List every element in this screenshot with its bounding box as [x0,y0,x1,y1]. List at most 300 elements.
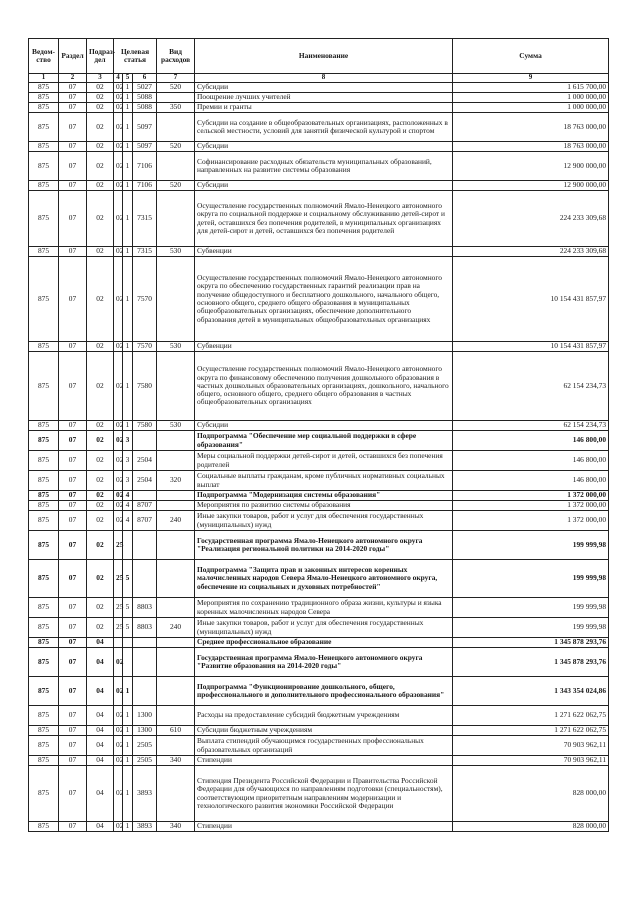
amount-cell: 12 900 000,00 [453,181,609,191]
expense-type-cell: 610 [157,726,195,736]
subsection-cell: 04 [87,706,114,726]
program-cell: 02 [114,431,123,451]
table-row [29,103,609,113]
expense-type-cell: 340 [157,756,195,766]
dept-cell: 875 [29,257,59,342]
subprogram-cell: 1 [123,756,133,766]
name-cell: Субсидии [195,181,453,191]
section-cell: 07 [59,93,87,103]
table-row [29,83,609,93]
subsection-cell: 02 [87,511,114,531]
dept-cell: 875 [29,113,59,142]
program-cell: 02 [114,501,123,511]
name-cell: Подпрограмма "Функционирование дошкольного, общего, профессионального и дополнительного профессионального образования" [195,677,453,706]
program-cell: 02 [114,191,123,247]
header-department: Ведом-ство [29,39,59,74]
dept-cell: 875 [29,103,59,113]
section-cell: 07 [59,113,87,142]
subsection-cell: 02 [87,257,114,342]
table-row [29,191,609,247]
dept-cell: 875 [29,451,59,471]
program-cell: 02 [114,471,123,491]
table-row [29,560,609,598]
dept-cell: 875 [29,736,59,756]
subprogram-cell: 1 [123,103,133,113]
subsection-cell: 02 [87,152,114,181]
amount-cell: 199 999,98 [453,598,609,618]
table-row [29,342,609,352]
name-cell: Субвенции [195,342,453,352]
article-cell [133,638,157,648]
name-cell: Среднее профессиональное образование [195,638,453,648]
expense-type-cell: 530 [157,421,195,431]
program-cell: 02 [114,451,123,471]
amount-cell: 146 800,00 [453,471,609,491]
expense-type-cell [157,451,195,471]
dept-cell: 875 [29,181,59,191]
article-cell: 5027 [133,83,157,93]
subprogram-cell: 3 [123,451,133,471]
header-subsection: Подраз-дел [87,39,114,74]
header-target-article: Целевая статья [114,39,157,74]
table-row [29,648,609,677]
name-cell: Субсидии [195,142,453,152]
section-cell: 07 [59,726,87,736]
program-cell: 02 [114,736,123,756]
amount-cell: 146 800,00 [453,431,609,451]
dept-cell: 875 [29,491,59,501]
section-cell: 07 [59,677,87,706]
expense-type-cell [157,491,195,501]
dept-cell: 875 [29,152,59,181]
expense-type-cell [157,560,195,598]
amount-cell: 1 345 878 293,76 [453,638,609,648]
subprogram-cell [123,648,133,677]
subsection-cell: 02 [87,352,114,421]
dept-cell: 875 [29,501,59,511]
amount-cell: 62 154 234,73 [453,421,609,431]
section-cell: 07 [59,83,87,93]
expense-type-cell [157,191,195,247]
amount-cell: 146 800,00 [453,451,609,471]
section-cell: 07 [59,598,87,618]
article-cell [133,560,157,598]
subsection-cell: 02 [87,598,114,618]
col-number: 3 [87,74,114,83]
program-cell: 02 [114,352,123,421]
amount-cell: 1 271 622 062,75 [453,726,609,736]
article-cell: 1300 [133,726,157,736]
subsection-cell: 02 [87,181,114,191]
name-cell: Подпрограмма "Модернизация системы образования" [195,491,453,501]
subprogram-cell [123,638,133,648]
article-cell: 7106 [133,181,157,191]
col-number: 9 [453,74,609,83]
article-cell: 2504 [133,451,157,471]
subsection-cell: 02 [87,421,114,431]
dept-cell: 875 [29,421,59,431]
name-cell: Осуществление государственных полномочий Ямало-Ненецкого автономного округа по обеспечению государственных гарантий реализации прав на получение общедоступного и бесплатного дошкольного, начального общего, основного общего, среднего общего образования в муниципальных общеобразовательных организациях, обеспечение дополнительного образования детей в муниципальных общеобразовательных организациях [195,257,453,342]
article-cell: 7315 [133,191,157,247]
table-row [29,471,609,491]
subsection-cell: 02 [87,342,114,352]
table-row [29,181,609,191]
table-row [29,677,609,706]
table-row [29,706,609,726]
expense-type-cell: 530 [157,247,195,257]
program-cell [114,638,123,648]
article-cell [133,431,157,451]
expense-type-cell: 520 [157,142,195,152]
subprogram-cell [123,531,133,560]
table-body [29,83,609,832]
article-cell: 3893 [133,822,157,832]
article-cell: 5097 [133,113,157,142]
amount-cell: 18 763 000,00 [453,113,609,142]
program-cell: 25 [114,618,123,638]
amount-cell: 199 999,98 [453,531,609,560]
dept-cell: 875 [29,83,59,93]
amount-cell: 1 271 622 062,75 [453,706,609,726]
section-cell: 07 [59,247,87,257]
section-cell: 07 [59,618,87,638]
subsection-cell: 02 [87,491,114,501]
program-cell: 02 [114,706,123,726]
expense-type-cell: 320 [157,471,195,491]
name-cell: Субсидии бюджетным учреждениям [195,726,453,736]
amount-cell: 70 903 962,11 [453,756,609,766]
amount-cell: 10 154 431 857,97 [453,342,609,352]
article-cell [133,531,157,560]
dept-cell: 875 [29,471,59,491]
subprogram-cell: 1 [123,677,133,706]
dept-cell: 875 [29,352,59,421]
subsection-cell: 02 [87,83,114,93]
subsection-cell: 04 [87,822,114,832]
section-cell: 07 [59,638,87,648]
dept-cell: 875 [29,677,59,706]
article-cell [133,648,157,677]
expense-type-cell [157,598,195,618]
subprogram-cell: 1 [123,247,133,257]
amount-cell: 1 372 000,00 [453,491,609,501]
dept-cell: 875 [29,247,59,257]
header-row [29,39,609,74]
table-row [29,511,609,531]
program-cell: 02 [114,822,123,832]
table-row [29,142,609,152]
article-cell: 5088 [133,93,157,103]
header-section: Раздел [59,39,87,74]
subsection-cell: 02 [87,560,114,598]
name-cell: Государственная программа Ямало-Ненецкого автономного округа "Развитие образования на 2014-2020 годы" [195,648,453,677]
name-cell: Субсидии на создание в общеобразовательных организациях, расположенных в сельской местности, условий для занятий физической культурой и спортом [195,113,453,142]
name-cell: Стипендии [195,756,453,766]
program-cell: 02 [114,152,123,181]
subprogram-cell: 1 [123,822,133,832]
table-row [29,451,609,471]
subsection-cell: 02 [87,531,114,560]
name-cell: Софинансирование расходных обязательств муниципальных образований, направленных на развитие системы образования [195,152,453,181]
article-cell: 2505 [133,736,157,756]
amount-cell: 1 000 000,00 [453,103,609,113]
section-cell: 07 [59,501,87,511]
program-cell: 02 [114,677,123,706]
program-cell: 02 [114,648,123,677]
table-row [29,756,609,766]
expense-type-cell [157,766,195,822]
table-row [29,618,609,638]
section-cell: 07 [59,736,87,756]
subprogram-cell: 1 [123,93,133,103]
article-cell: 8707 [133,511,157,531]
article-cell: 7570 [133,342,157,352]
section-cell: 07 [59,142,87,152]
section-cell: 07 [59,822,87,832]
article-cell: 8803 [133,618,157,638]
amount-cell: 10 154 431 857,97 [453,257,609,342]
expense-type-cell [157,501,195,511]
col-number: 5 [123,74,133,83]
name-cell: Государственная программа Ямало-Ненецкого автономного округа "Реализация региональной политики на 2014-2020 годы" [195,531,453,560]
subprogram-cell: 1 [123,736,133,756]
name-cell: Выплата стипендий обучающимся государственных профессиональных образовательных организаций [195,736,453,756]
expense-type-cell: 240 [157,511,195,531]
name-cell: Осуществление государственных полномочий Ямало-Ненецкого автономного округа по социальной поддержке и социальному обслуживанию детей-сирот и детей, оставшихся без попечения родителей, в муниципальных организациях для детей-сирот и детей, оставшихся без попечения родителей [195,191,453,247]
name-cell: Мероприятия по развитию системы образования [195,501,453,511]
subprogram-cell: 1 [123,181,133,191]
subprogram-cell: 4 [123,491,133,501]
program-cell: 02 [114,103,123,113]
program-cell: 02 [114,181,123,191]
subprogram-cell: 3 [123,431,133,451]
article-cell: 7570 [133,257,157,342]
table-row [29,152,609,181]
program-cell: 02 [114,93,123,103]
name-cell: Осуществление государственных полномочий Ямало-Ненецкого автономного округа по финансовому обеспечению получения дошкольного образования в частных дошкольных образовательных организациях, дошкольного, начального общего, основного общего, среднего общего образования в частных общеобразовательных организациях [195,352,453,421]
subsection-cell: 02 [87,471,114,491]
amount-cell: 70 903 962,11 [453,736,609,756]
expense-type-cell [157,677,195,706]
expense-type-cell [157,113,195,142]
table-row [29,93,609,103]
section-cell: 07 [59,352,87,421]
name-cell: Субвенции [195,247,453,257]
dept-cell: 875 [29,706,59,726]
program-cell: 25 [114,598,123,618]
subsection-cell: 04 [87,648,114,677]
col-number: 7 [157,74,195,83]
amount-cell: 1 615 700,00 [453,83,609,93]
subprogram-cell: 3 [123,471,133,491]
expense-type-cell: 350 [157,103,195,113]
expense-type-cell [157,93,195,103]
amount-cell: 1 343 354 024,86 [453,677,609,706]
section-cell: 07 [59,531,87,560]
amount-cell: 1 345 878 293,76 [453,648,609,677]
expense-type-cell [157,648,195,677]
dept-cell: 875 [29,142,59,152]
subprogram-cell: 1 [123,706,133,726]
table-row [29,247,609,257]
dept-cell: 875 [29,511,59,531]
table-row [29,736,609,756]
table-row [29,822,609,832]
program-cell: 02 [114,511,123,531]
table-row [29,257,609,342]
dept-cell: 875 [29,431,59,451]
dept-cell: 875 [29,726,59,736]
expense-type-cell [157,152,195,181]
article-cell [133,491,157,501]
article-cell: 5088 [133,103,157,113]
program-cell: 02 [114,421,123,431]
amount-cell: 199 999,98 [453,618,609,638]
name-cell: Иные закупки товаров, работ и услуг для обеспечения государственных (муниципальных) нужд [195,618,453,638]
subsection-cell: 02 [87,451,114,471]
name-cell: Премии и гранты [195,103,453,113]
table-row [29,531,609,560]
amount-cell: 1 372 000,00 [453,511,609,531]
subprogram-cell: 1 [123,342,133,352]
subprogram-cell: 1 [123,83,133,93]
column-numbers-row [29,74,609,83]
expense-type-cell [157,257,195,342]
budget-table [28,38,609,832]
dept-cell: 875 [29,648,59,677]
section-cell: 07 [59,257,87,342]
expense-type-cell: 340 [157,822,195,832]
header-name: Наименование [195,39,453,74]
subsection-cell: 02 [87,191,114,247]
amount-cell: 828 000,00 [453,822,609,832]
expense-type-cell: 520 [157,181,195,191]
subprogram-cell: 1 [123,191,133,247]
subsection-cell: 04 [87,736,114,756]
header-expense-type: Вид расходов [157,39,195,74]
subsection-cell: 04 [87,766,114,822]
name-cell: Подпрограмма "Защита прав и законных интересов коренных малочисленных народов Севера Ямало-Ненецкого автономного округа, обеспечение из социальных и духовных потребностей" [195,560,453,598]
col-number: 8 [195,74,453,83]
subsection-cell: 04 [87,756,114,766]
program-cell: 02 [114,83,123,93]
section-cell: 07 [59,152,87,181]
name-cell: Стипендии [195,822,453,832]
section-cell: 07 [59,706,87,726]
dept-cell: 875 [29,598,59,618]
col-number: 2 [59,74,87,83]
section-cell: 07 [59,756,87,766]
program-cell: 25 [114,560,123,598]
subprogram-cell: 1 [123,352,133,421]
table-row [29,501,609,511]
program-cell: 02 [114,142,123,152]
subprogram-cell: 5 [123,598,133,618]
name-cell: Меры социальной поддержки детей-сирот и детей, оставшихся без попечения родителей [195,451,453,471]
dept-cell: 875 [29,756,59,766]
article-cell: 7580 [133,421,157,431]
subprogram-cell: 1 [123,421,133,431]
table-row [29,598,609,618]
name-cell: Иные закупки товаров, работ и услуг для обеспечения государственных (муниципальных) нужд [195,511,453,531]
section-cell: 07 [59,766,87,822]
table-row [29,113,609,142]
subsection-cell: 02 [87,247,114,257]
expense-type-cell: 530 [157,342,195,352]
program-cell: 02 [114,247,123,257]
subsection-cell: 02 [87,113,114,142]
article-cell: 1300 [133,706,157,726]
subsection-cell: 02 [87,501,114,511]
table-row [29,766,609,822]
section-cell: 07 [59,181,87,191]
subsection-cell: 02 [87,93,114,103]
table-row [29,726,609,736]
name-cell: Подпрограмма "Обеспечение мер социальной поддержки в сфере образования" [195,431,453,451]
expense-type-cell [157,431,195,451]
dept-cell: 875 [29,560,59,598]
dept-cell: 875 [29,531,59,560]
article-cell: 8803 [133,598,157,618]
program-cell: 02 [114,756,123,766]
section-cell: 07 [59,342,87,352]
article-cell: 8707 [133,501,157,511]
article-cell: 7315 [133,247,157,257]
table-row [29,491,609,501]
dept-cell: 875 [29,342,59,352]
subprogram-cell: 1 [123,257,133,342]
amount-cell: 62 154 234,73 [453,352,609,421]
program-cell: 02 [114,342,123,352]
subprogram-cell: 1 [123,142,133,152]
name-cell: Поощрение лучших учителей [195,93,453,103]
article-cell: 7580 [133,352,157,421]
article-cell [133,677,157,706]
program-cell: 02 [114,257,123,342]
article-cell: 7106 [133,152,157,181]
section-cell: 07 [59,103,87,113]
name-cell: Субсидии [195,83,453,93]
section-cell: 07 [59,191,87,247]
subprogram-cell: 4 [123,501,133,511]
subprogram-cell: 1 [123,726,133,736]
subsection-cell: 04 [87,638,114,648]
dept-cell: 875 [29,638,59,648]
section-cell: 07 [59,511,87,531]
section-cell: 07 [59,648,87,677]
program-cell: 25 [114,531,123,560]
expense-type-cell: 520 [157,83,195,93]
subprogram-cell: 1 [123,766,133,822]
amount-cell: 224 233 309,68 [453,191,609,247]
table-row [29,638,609,648]
name-cell: Расходы на предоставление субсидий бюджетным учреждениям [195,706,453,726]
col-number: 6 [133,74,157,83]
program-cell: 02 [114,113,123,142]
dept-cell: 875 [29,191,59,247]
dept-cell: 875 [29,618,59,638]
name-cell: Стипендия Президента Российской Федерации и Правительства Российской Федерации для обучающихся по направлениям подготовки (специальностям), соответствующим приоритетным направлениям модернизации и технологического развития экономики Российской Федерации [195,766,453,822]
col-number: 4 [114,74,123,83]
expense-type-cell [157,706,195,726]
section-cell: 07 [59,431,87,451]
amount-cell: 199 999,98 [453,560,609,598]
subprogram-cell: 5 [123,560,133,598]
name-cell: Мероприятия по сохранению традиционного образа жизни, культуры и языка коренных малочисленных народов Севера [195,598,453,618]
article-cell: 2504 [133,471,157,491]
program-cell: 02 [114,491,123,501]
section-cell: 07 [59,560,87,598]
